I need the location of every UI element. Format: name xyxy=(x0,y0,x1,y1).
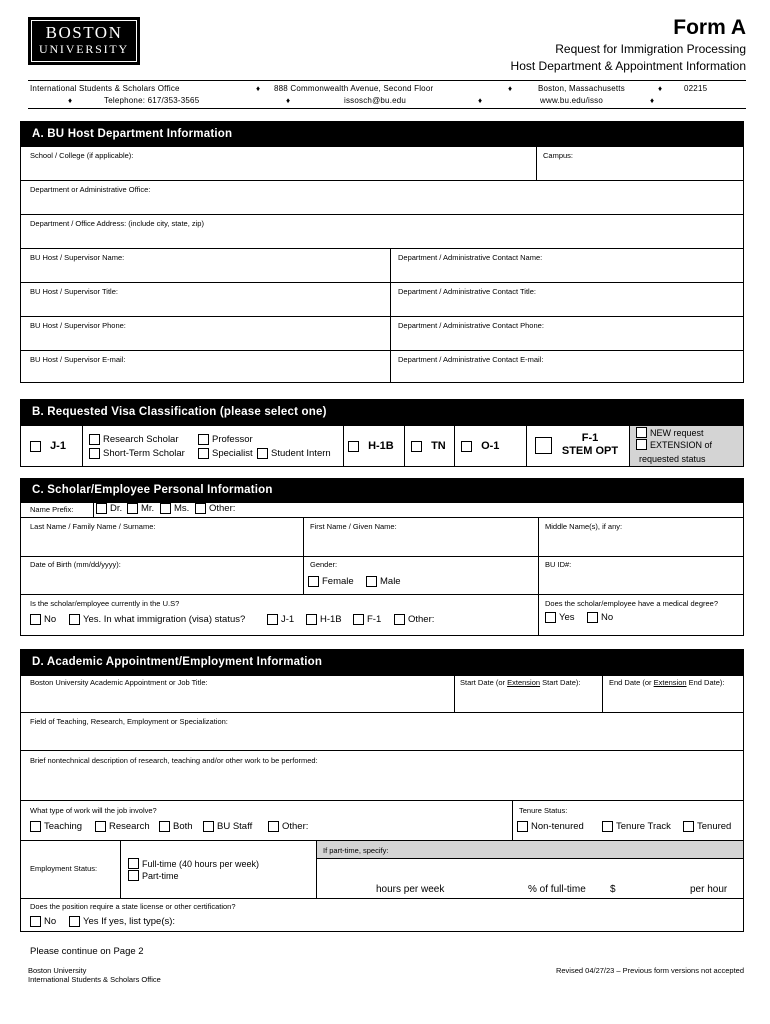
website: www.bu.edu/isso xyxy=(540,96,604,105)
dob-field[interactable]: Date of Birth (mm/dd/yyyy): xyxy=(30,560,121,569)
bullet: ♦ xyxy=(68,96,73,105)
end-date-label: End Date (or xyxy=(609,678,654,687)
full-time-label: Full-time (40 hours per week) xyxy=(142,858,260,869)
dollar-sign: $ xyxy=(610,884,616,895)
prefix-mr-checkbox[interactable] xyxy=(127,503,154,514)
prefix-dr-checkbox[interactable] xyxy=(96,503,122,514)
end-date-field[interactable] xyxy=(609,678,724,687)
specialist-label: Specialist xyxy=(212,448,253,459)
work-both-checkbox[interactable] xyxy=(159,821,193,832)
prefix-other-label: Other: xyxy=(209,503,236,514)
visa-o1-label: O-1 xyxy=(481,440,500,452)
checkbox-icon xyxy=(127,503,138,514)
bullet: ♦ xyxy=(658,84,663,93)
contact-title-field[interactable]: Department / Administrative Contact Title: xyxy=(398,287,536,296)
prefix-ms-label: Ms. xyxy=(174,503,190,514)
license-yes-label: Yes If yes, list type(s): xyxy=(83,916,176,927)
employment-status-label: Employment Status: xyxy=(30,864,98,873)
work-research-label: Research xyxy=(109,821,150,832)
student-intern-checkbox[interactable] xyxy=(257,448,331,459)
part-time-specify-label: If part-time, specify: xyxy=(323,846,389,855)
in-us-no-label: No xyxy=(44,614,57,625)
non-tenured-checkbox[interactable] xyxy=(517,821,584,832)
checkbox-icon xyxy=(353,614,364,625)
status-f1-label: F-1 xyxy=(367,614,382,625)
section-d-header: D. Academic Appointment/Employment Information xyxy=(20,649,744,675)
medical-yes-checkbox[interactable] xyxy=(545,612,575,623)
medical-no-label: No xyxy=(601,612,614,623)
checkbox-icon xyxy=(30,441,41,452)
bullet: ♦ xyxy=(508,84,513,93)
first-name-field[interactable]: First Name / Given Name: xyxy=(310,522,397,531)
footer-org-1: Boston University xyxy=(28,966,87,975)
new-request-label: NEW request xyxy=(650,427,704,438)
tenured-label: Tenured xyxy=(697,821,732,832)
department-address-field[interactable]: Department / Office Address: (include city, state, zip) xyxy=(30,219,204,228)
checkbox-icon xyxy=(366,576,377,587)
status-j1-checkbox[interactable] xyxy=(267,614,294,625)
street-address: 888 Commonwealth Avenue, Second Floor xyxy=(274,84,434,93)
hours-per-week-field[interactable]: hours per week xyxy=(376,884,445,895)
checkbox-icon xyxy=(267,614,278,625)
work-other-checkbox[interactable] xyxy=(268,821,308,832)
in-us-yes-label: Yes. In what immigration (visa) status? xyxy=(83,614,246,625)
prefix-other-checkbox[interactable] xyxy=(195,503,235,514)
middle-name-field[interactable]: Middle Name(s), if any: xyxy=(545,522,623,531)
checkbox-icon xyxy=(159,821,170,832)
professor-label: Professor xyxy=(212,434,253,445)
license-yes-checkbox[interactable] xyxy=(69,916,175,927)
work-teaching-label: Teaching xyxy=(44,821,83,832)
start-date-field[interactable] xyxy=(460,678,580,687)
checkbox-icon xyxy=(306,614,317,625)
bullet: ♦ xyxy=(256,84,261,93)
checkbox-icon xyxy=(69,614,80,625)
research-scholar-checkbox[interactable] xyxy=(89,434,179,445)
prefix-dr-label: Dr. xyxy=(110,503,123,514)
checkbox-icon xyxy=(461,441,472,452)
visa-j1-label: J-1 xyxy=(50,440,66,452)
prefix-ms-checkbox[interactable] xyxy=(160,503,189,514)
logo-line-2: UNIVERSITY xyxy=(39,42,129,56)
field-of-work-field[interactable]: Field of Teaching, Research, Employment or Specialization: xyxy=(30,717,228,726)
last-name-field[interactable]: Last Name / Family Name / Surname: xyxy=(30,522,156,531)
start-date-label-end: Start Date): xyxy=(540,678,581,687)
prefix-mr-label: Mr. xyxy=(141,503,155,514)
visa-h1b-checkbox[interactable] xyxy=(348,440,394,452)
bullet: ♦ xyxy=(286,96,291,105)
checkbox-icon xyxy=(128,870,139,881)
checkbox-icon xyxy=(308,576,319,587)
checkbox-icon xyxy=(203,821,214,832)
short-term-scholar-label: Short-Term Scholar xyxy=(103,448,185,459)
research-scholar-label: Research Scholar xyxy=(103,434,179,445)
visa-j1-checkbox[interactable] xyxy=(30,440,66,452)
work-research-checkbox[interactable] xyxy=(95,821,150,832)
checkbox-icon xyxy=(89,448,100,459)
specialist-checkbox[interactable] xyxy=(198,448,253,459)
license-label: Does the position require a state license or other certification? xyxy=(30,902,236,911)
checkbox-icon xyxy=(545,612,556,623)
zip-code: 02215 xyxy=(684,84,708,93)
bullet: ♦ xyxy=(650,96,655,105)
tenure-track-label: Tenure Track xyxy=(616,821,671,832)
checkbox-icon xyxy=(636,427,647,438)
host-email-field[interactable]: BU Host / Supervisor E-mail: xyxy=(30,355,126,364)
form-subtitle-1: Request for Immigration Processing xyxy=(555,42,746,56)
checkbox-icon xyxy=(69,916,80,927)
license-no-checkbox[interactable] xyxy=(30,916,56,927)
checkbox-icon xyxy=(602,821,613,832)
new-request-checkbox[interactable] xyxy=(636,427,704,438)
checkbox-icon xyxy=(95,821,106,832)
contact-email-field[interactable]: Department / Administrative Contact E-mail: xyxy=(398,355,544,364)
campus-field[interactable]: Campus: xyxy=(543,151,574,160)
revision-note: Revised 04/27/23 – Previous form versions not accepted xyxy=(555,966,744,975)
footer-org-2: International Students & Scholars Office xyxy=(28,975,161,984)
host-title-field[interactable]: BU Host / Supervisor Title: xyxy=(30,287,118,296)
short-term-scholar-checkbox[interactable] xyxy=(89,448,185,459)
medical-no-checkbox[interactable] xyxy=(587,612,613,623)
full-time-checkbox[interactable] xyxy=(128,858,259,869)
end-date-label-end: End Date): xyxy=(686,678,725,687)
checkbox-icon xyxy=(160,503,171,514)
in-us-label: Is the scholar/employee currently in the U.S? xyxy=(30,599,180,608)
start-date-extension: Extension xyxy=(507,678,541,687)
medical-yes-label: Yes xyxy=(559,612,575,623)
job-title-field[interactable]: Boston University Academic Appointment or Job Title: xyxy=(30,678,208,687)
section-c-header: C. Scholar/Employee Personal Information xyxy=(20,478,744,502)
email-address: issosch@bu.edu xyxy=(344,96,407,105)
checkbox-icon xyxy=(89,434,100,445)
gender-male-checkbox[interactable] xyxy=(366,576,401,587)
start-date-label: Start Date (or xyxy=(460,678,508,687)
form-subtitle-2: Host Department & Appointment Information xyxy=(510,59,746,73)
work-bu-staff-checkbox[interactable] xyxy=(203,821,252,832)
visa-tn-checkbox[interactable] xyxy=(411,440,446,452)
section-a-table xyxy=(20,146,744,383)
visa-f1-label xyxy=(554,432,626,458)
visa-tn-label: TN xyxy=(431,440,446,452)
tenure-status-label: Tenure Status: xyxy=(519,806,568,815)
non-tenured-label: Non-tenured xyxy=(531,821,584,832)
in-us-no-checkbox[interactable] xyxy=(30,614,56,625)
gender-male-label: Male xyxy=(380,576,401,587)
checkbox-icon xyxy=(128,858,139,869)
tenured-checkbox[interactable] xyxy=(683,821,731,832)
status-other-label: Other: xyxy=(408,614,435,625)
city-state: Boston, Massachusetts xyxy=(538,84,625,93)
checkbox-icon xyxy=(268,821,279,832)
checkbox-icon xyxy=(195,503,206,514)
school-field[interactable]: School / College (if applicable): xyxy=(30,151,134,160)
form-title: Form A xyxy=(673,16,746,39)
extension-checkbox[interactable] xyxy=(636,439,712,450)
part-time-label: Part-time xyxy=(142,870,179,881)
checkbox-icon xyxy=(30,614,41,625)
department-field[interactable]: Department or Administrative Office: xyxy=(30,185,151,194)
checkbox-icon xyxy=(587,612,598,623)
visa-f1-checkbox[interactable] xyxy=(535,437,552,454)
checkbox-icon xyxy=(683,821,694,832)
checkbox-icon xyxy=(30,821,41,832)
bu-logo xyxy=(28,17,140,65)
status-h1b-label: H-1B xyxy=(320,614,342,625)
gender-female-label: Female xyxy=(322,576,354,587)
professor-checkbox[interactable] xyxy=(198,434,253,445)
gender-label: Gender: xyxy=(310,560,338,569)
status-h1b-checkbox[interactable] xyxy=(306,614,342,625)
checkbox-icon xyxy=(198,434,209,445)
checkbox-icon xyxy=(30,916,41,927)
contact-name-field[interactable]: Department / Administrative Contact Name: xyxy=(398,253,543,262)
host-phone-field[interactable]: BU Host / Supervisor Phone: xyxy=(30,321,126,330)
checkbox-icon xyxy=(517,821,528,832)
visa-h1b-label: H-1B xyxy=(368,440,394,452)
end-date-extension: Extension xyxy=(653,678,687,687)
work-type-label: What type of work will the job involve? xyxy=(30,806,157,815)
name-prefix-label: Name Prefix: xyxy=(30,505,74,514)
medical-degree-label: Does the scholar/employee have a medical degree? xyxy=(545,599,719,608)
checkbox-icon xyxy=(636,439,647,450)
gender-female-checkbox[interactable] xyxy=(308,576,354,587)
percent-full-time-field[interactable]: % of full-time xyxy=(528,884,586,895)
bullet: ♦ xyxy=(478,96,483,105)
checkbox-icon xyxy=(411,441,422,452)
checkbox-icon xyxy=(198,448,209,459)
in-us-yes-checkbox[interactable] xyxy=(69,614,245,625)
logo-line-1: BOSTON xyxy=(45,23,123,42)
work-both-label: Both xyxy=(173,821,193,832)
visa-o1-checkbox[interactable] xyxy=(461,440,499,452)
bu-id-field[interactable]: BU ID#: xyxy=(545,560,572,569)
office-name: International Students & Scholars Office xyxy=(30,84,180,93)
section-b-header: B. Requested Visa Classification (please select one) xyxy=(20,399,744,425)
work-description-field[interactable]: Brief nontechnical description of research, teaching and/or other work to be performed: xyxy=(30,756,318,765)
status-j1-label: J-1 xyxy=(281,614,295,625)
status-other-checkbox[interactable] xyxy=(394,614,434,625)
host-name-field[interactable]: BU Host / Supervisor Name: xyxy=(30,253,125,262)
student-intern-label: Student Intern xyxy=(271,448,331,459)
license-no-label: No xyxy=(44,916,57,927)
stem-opt-text: STEM OPT xyxy=(561,445,619,457)
requested-status-label: requested status xyxy=(639,454,706,464)
extension-label: EXTENSION of xyxy=(650,439,713,450)
f1-text: F-1 xyxy=(581,432,599,444)
work-other-label: Other: xyxy=(282,821,309,832)
header-rule-top xyxy=(28,80,746,81)
checkbox-icon xyxy=(96,503,107,514)
per-hour-field[interactable]: per hour xyxy=(690,884,728,895)
status-f1-checkbox[interactable] xyxy=(353,614,381,625)
contact-phone-field[interactable]: Department / Administrative Contact Phone: xyxy=(398,321,544,330)
continue-note: Please continue on Page 2 xyxy=(30,946,144,957)
section-a-header: A. BU Host Department Information xyxy=(20,121,744,146)
checkbox-icon xyxy=(257,448,268,459)
work-bu-staff-label: BU Staff xyxy=(217,821,253,832)
part-time-checkbox[interactable] xyxy=(128,870,179,881)
header-rule-bottom xyxy=(28,108,746,109)
telephone: Telephone: 617/353-3565 xyxy=(104,96,200,105)
tenure-track-checkbox[interactable] xyxy=(602,821,671,832)
checkbox-icon xyxy=(348,441,359,452)
checkbox-icon xyxy=(394,614,405,625)
work-teaching-checkbox[interactable] xyxy=(30,821,82,832)
